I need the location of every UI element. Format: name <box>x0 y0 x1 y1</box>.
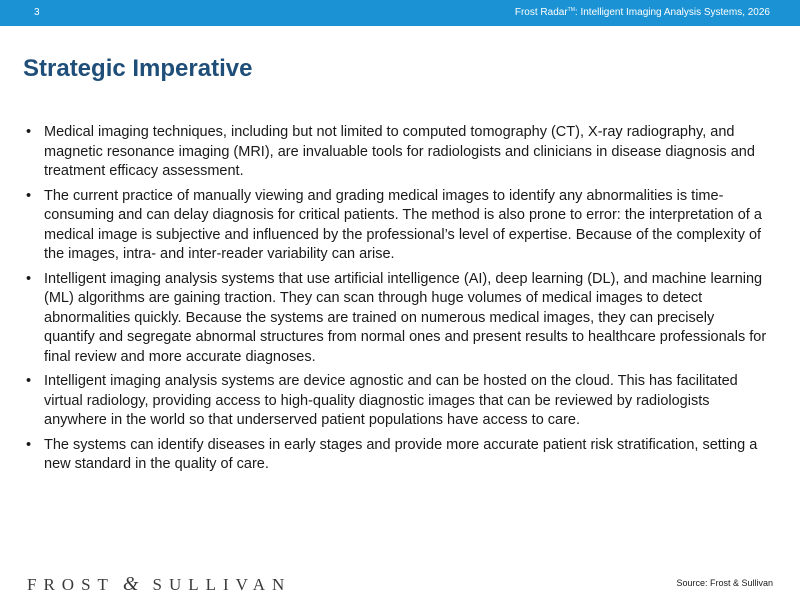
logo-ampersand: & <box>122 573 139 595</box>
bullet-mark: • <box>26 373 32 389</box>
header-caption-text: : Intelligent Imaging Analysis Systems, 2026 <box>574 7 770 18</box>
header-bar <box>0 0 800 26</box>
bullet-item <box>22 123 767 182</box>
bullet-text: The systems can identify diseases in early stages and provide more accurate patient risk stratification, setting a new standard in the quality of care. <box>44 436 758 472</box>
page-number: 3 <box>34 7 40 18</box>
bullet-item <box>22 436 767 475</box>
trademark-mark: TM <box>567 7 575 13</box>
bullet-text: Intelligent imaging analysis systems that use artificial intelligence (AI), deep learning (DL), and machine learning (ML) algorithms are gaining traction. They can scan through huge volumes of medical images to detect abnormalities quickly. Because the systems are trained on numerous medical images, they can precisely quantify and segregate abnormal structures from normal ones and present results to healthcare professionals for final review and more accurate diagnoses. <box>44 270 767 365</box>
company-logo <box>27 573 291 596</box>
bullet-mark: • <box>26 124 32 140</box>
bullet-item <box>22 372 767 431</box>
page-title: Strategic Imperative <box>23 55 253 82</box>
source-note: Source: Frost & Sullivan <box>676 578 773 588</box>
bullet-item <box>22 187 767 265</box>
bullet-text: Intelligent imaging analysis systems are device agnostic and can be hosted on the cloud. This has facilitated virtual radiology, providing access to high-quality diagnostic images that can be reviewed by radiologists anywhere in the world so that underserved patient populations have access to care. <box>44 373 738 428</box>
header-caption <box>515 7 770 18</box>
header-caption-brand: Frost Radar <box>514 7 568 18</box>
bullet-text: The current practice of manually viewing and grading medical images to identify any abnormalities is time-consuming and can delay diagnosis for critical patients. The method is also prone to error: the interpretation of a medical image is subjective and influenced by the professional’s level of expertise. Because of the complexity of the images, intra- and inter-reader variability can arise. <box>44 187 762 262</box>
bullet-mark: • <box>26 187 32 204</box>
logo-word-left: FROST <box>27 575 115 594</box>
bullet-mark: • <box>26 270 32 287</box>
bullet-text: Medical imaging techniques, including but not limited to computed tomography (CT), X-ray radiography, and magnetic resonance imaging (MRI), are invaluable tools for radiologists and clinicians in disease diagnosis and treatment efficacy assessment. <box>44 124 755 179</box>
logo-word-right: SULLIVAN <box>152 575 292 594</box>
bullet-mark: • <box>26 436 32 453</box>
bullet-list <box>22 123 767 480</box>
bullet-item <box>22 270 767 368</box>
